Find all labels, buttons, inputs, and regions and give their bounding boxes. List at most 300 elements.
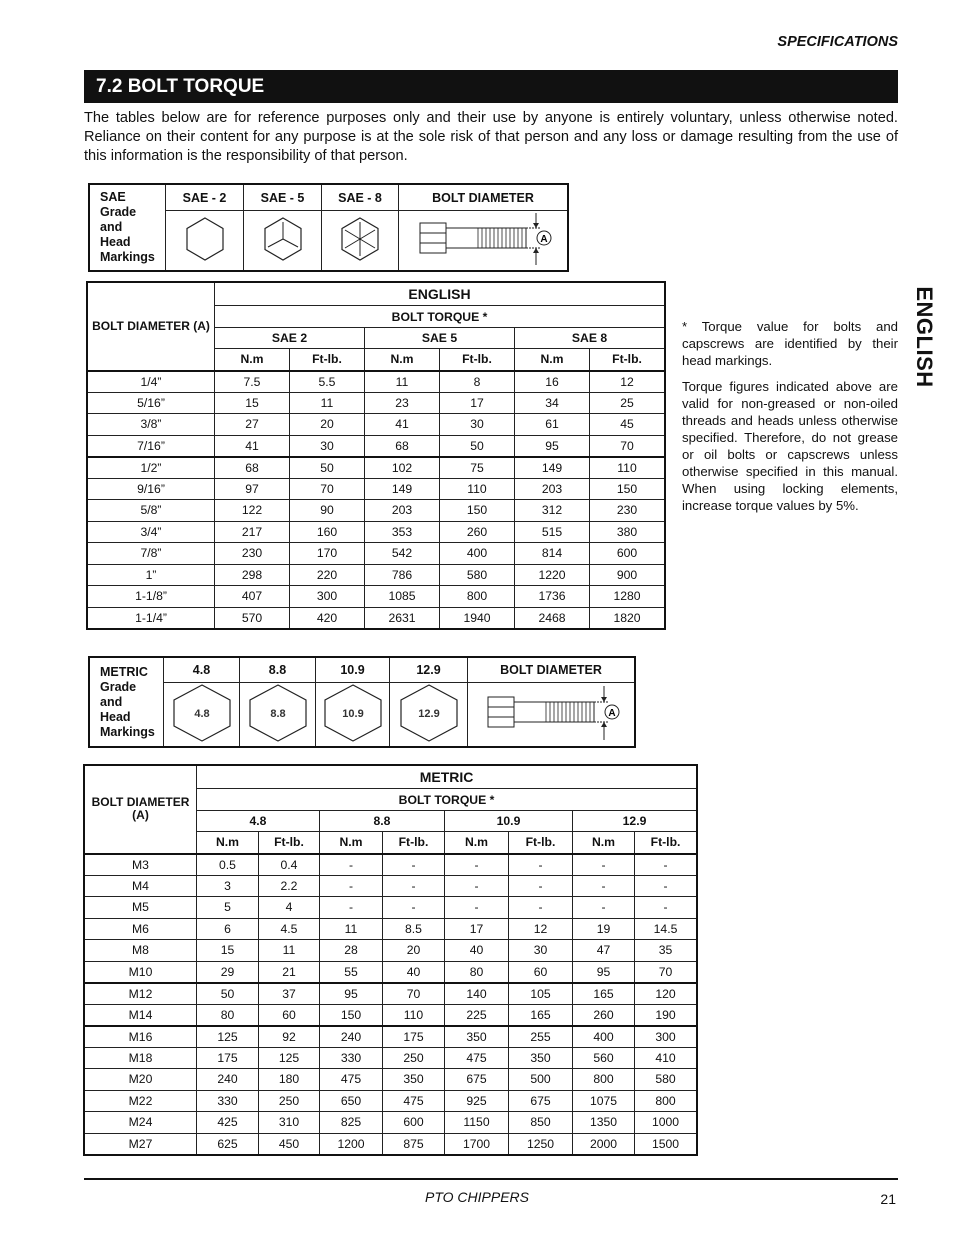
torque-value-cell: 8.5 <box>383 918 445 940</box>
torque-value-cell: 203 <box>365 500 440 522</box>
table-row <box>88 435 665 457</box>
metric-torque-table <box>84 765 697 1155</box>
torque-value-cell: 75 <box>440 457 515 479</box>
language-side-tab <box>906 282 942 392</box>
table-row <box>88 521 665 543</box>
torque-value-cell: - <box>509 854 573 876</box>
english-section-header: ENGLISH <box>215 283 665 306</box>
torque-value-cell: 350 <box>509 1047 573 1069</box>
unit-header: N.m <box>320 832 383 854</box>
torque-value-cell: - <box>509 875 573 897</box>
torque-value-cell: 380 <box>590 521 665 543</box>
torque-value-cell: 825 <box>320 1112 383 1134</box>
bolt-size-cell: 3/4” <box>88 521 215 543</box>
unit-header: N.m <box>573 832 635 854</box>
bolt-size-cell: M12 <box>85 983 197 1005</box>
metric-10-9-head-icon <box>316 683 390 747</box>
label-line: and <box>100 694 123 709</box>
grade-header: 8.8 <box>320 811 445 832</box>
bolt-size-cell: 7/8” <box>88 543 215 565</box>
grade-header: 10.9 <box>316 658 390 683</box>
torque-value-cell: 150 <box>440 500 515 522</box>
bolt-size-cell: M18 <box>85 1047 197 1069</box>
table-row <box>88 607 665 629</box>
torque-value-cell: 11 <box>320 918 383 940</box>
torque-value-cell: 203 <box>515 478 590 500</box>
torque-value-cell: 4 <box>259 897 320 919</box>
section-header: SPECIFICATIONS <box>777 34 898 50</box>
torque-value-cell: 1700 <box>445 1133 509 1155</box>
torque-value-cell: - <box>573 854 635 876</box>
torque-value-cell: 800 <box>573 1069 635 1091</box>
torque-value-cell: 2000 <box>573 1133 635 1155</box>
torque-value-cell: 260 <box>573 1004 635 1026</box>
unit-header: N.m <box>197 832 259 854</box>
torque-value-cell: 298 <box>215 564 290 586</box>
torque-value-cell: 61 <box>515 414 590 436</box>
torque-value-cell: 60 <box>509 961 573 983</box>
unit-header: Ft-lb. <box>635 832 697 854</box>
torque-value-cell: 850 <box>509 1112 573 1134</box>
table-row <box>88 457 665 479</box>
grade-header: SAE 8 <box>515 328 665 349</box>
section-title: 7.2 BOLT TORQUE <box>84 70 898 103</box>
torque-value-cell: 800 <box>635 1090 697 1112</box>
torque-value-cell: 1940 <box>440 607 515 629</box>
torque-value-cell: - <box>445 875 509 897</box>
bolt-diameter-header: BOLT DIAMETER <box>399 185 568 211</box>
torque-value-cell: - <box>320 875 383 897</box>
torque-value-cell: - <box>573 875 635 897</box>
grade-header: 4.8 <box>164 658 240 683</box>
grade-marking-text: 10.9 <box>341 708 364 720</box>
torque-value-cell: 515 <box>515 521 590 543</box>
torque-value-cell: 95 <box>515 435 590 457</box>
table-row <box>85 1047 697 1069</box>
torque-value-cell: 240 <box>197 1069 259 1091</box>
torque-value-cell: 70 <box>635 961 697 983</box>
torque-value-cell: - <box>383 854 445 876</box>
torque-value-cell: 625 <box>197 1133 259 1155</box>
torque-value-cell: 21 <box>259 961 320 983</box>
torque-value-cell: 925 <box>445 1090 509 1112</box>
torque-value-cell: 500 <box>509 1069 573 1091</box>
torque-value-cell: 1075 <box>573 1090 635 1112</box>
torque-value-cell: 149 <box>515 457 590 479</box>
torque-value-cell: 0.5 <box>197 854 259 876</box>
torque-value-cell: 160 <box>290 521 365 543</box>
torque-value-cell: 350 <box>383 1069 445 1091</box>
torque-value-cell: 190 <box>635 1004 697 1026</box>
torque-value-cell: - <box>445 854 509 876</box>
torque-value-cell: 170 <box>290 543 365 565</box>
torque-value-cell: 150 <box>590 478 665 500</box>
metric-12-9-head-icon <box>390 683 468 747</box>
bolt-size-cell: 1-1/4” <box>88 607 215 629</box>
torque-value-cell: 17 <box>445 918 509 940</box>
table-row <box>88 371 665 393</box>
torque-value-cell: - <box>635 897 697 919</box>
torque-value-cell: 220 <box>290 564 365 586</box>
bolt-diameter-header: BOLT DIAMETER <box>468 658 635 683</box>
side-tab-label: ENGLISH <box>912 286 937 388</box>
torque-value-cell: 17 <box>440 392 515 414</box>
bolt-size-cell: M3 <box>85 854 197 876</box>
table-row <box>85 1112 697 1134</box>
torque-value-cell: 30 <box>290 435 365 457</box>
bolt-size-cell: M4 <box>85 875 197 897</box>
grade-header: 12.9 <box>390 658 468 683</box>
torque-value-cell: 140 <box>445 983 509 1005</box>
callout-a: A <box>540 234 548 245</box>
torque-value-cell: 786 <box>365 564 440 586</box>
table-row <box>88 500 665 522</box>
torque-value-cell: 400 <box>440 543 515 565</box>
sae-2-head-icon <box>166 211 244 271</box>
table-row <box>88 564 665 586</box>
bolt-size-cell: M24 <box>85 1112 197 1134</box>
bolt-diameter-header: BOLT DIAMETER (A) <box>88 283 215 371</box>
torque-value-cell: 125 <box>259 1047 320 1069</box>
torque-value-cell: 11 <box>290 392 365 414</box>
grade-header: 8.8 <box>240 658 316 683</box>
bolt-size-cell: 3/8” <box>88 414 215 436</box>
table-row <box>85 1026 697 1048</box>
bolt-diameter-diagram <box>399 211 568 271</box>
torque-value-cell: 19 <box>573 918 635 940</box>
note-paragraph: * Torque value for bolts and capscrews are identified by their head markings. <box>682 319 898 368</box>
grade-header: 10.9 <box>445 811 573 832</box>
torque-value-cell: 330 <box>197 1090 259 1112</box>
table-row <box>85 1090 697 1112</box>
torque-value-cell: 50 <box>440 435 515 457</box>
label-line: METRIC <box>100 664 148 679</box>
torque-value-cell: - <box>635 875 697 897</box>
table-row <box>88 586 665 608</box>
grade-header: SAE 2 <box>215 328 365 349</box>
torque-value-cell: 1736 <box>515 586 590 608</box>
torque-value-cell: 97 <box>215 478 290 500</box>
bolt-size-cell: M20 <box>85 1069 197 1091</box>
torque-value-cell: 41 <box>365 414 440 436</box>
table-row <box>85 940 697 962</box>
grade-marking-text: 12.9 <box>417 708 440 720</box>
torque-value-cell: 165 <box>509 1004 573 1026</box>
torque-value-cell: 7.5 <box>215 371 290 393</box>
torque-value-cell: 875 <box>383 1133 445 1155</box>
torque-value-cell: 230 <box>590 500 665 522</box>
torque-value-cell: 80 <box>445 961 509 983</box>
torque-value-cell: 1000 <box>635 1112 697 1134</box>
torque-value-cell: 675 <box>509 1090 573 1112</box>
metric-4-8-head-icon <box>164 683 240 747</box>
metric-markings-label <box>90 658 164 747</box>
torque-value-cell: 40 <box>383 961 445 983</box>
torque-value-cell: 2468 <box>515 607 590 629</box>
label-line: Grade <box>100 205 137 219</box>
torque-value-cell: 110 <box>440 478 515 500</box>
table-row <box>85 918 697 940</box>
torque-value-cell: 68 <box>215 457 290 479</box>
torque-value-cell: - <box>445 897 509 919</box>
bolt-size-cell: 7/16” <box>88 435 215 457</box>
torque-value-cell: 410 <box>635 1047 697 1069</box>
table-row <box>88 392 665 414</box>
table-row <box>85 1004 697 1026</box>
bolt-size-cell: 1/4” <box>88 371 215 393</box>
torque-value-cell: 542 <box>365 543 440 565</box>
torque-value-cell: 353 <box>365 521 440 543</box>
torque-value-cell: 95 <box>573 961 635 983</box>
torque-value-cell: 47 <box>573 940 635 962</box>
torque-value-cell: 110 <box>383 1004 445 1026</box>
torque-value-cell: 23 <box>365 392 440 414</box>
table-row <box>85 1133 697 1155</box>
torque-value-cell: 230 <box>215 543 290 565</box>
unit-header: Ft-lb. <box>590 349 665 371</box>
torque-value-cell: 300 <box>635 1026 697 1048</box>
bolt-size-cell: 1-1/8” <box>88 586 215 608</box>
page-number: 21 <box>880 1191 896 1207</box>
footer-rule <box>84 1178 898 1180</box>
torque-value-cell: 450 <box>259 1133 320 1155</box>
torque-value-cell: 1085 <box>365 586 440 608</box>
torque-value-cell: 175 <box>197 1047 259 1069</box>
english-torque-table <box>87 282 665 629</box>
torque-value-cell: 30 <box>509 940 573 962</box>
torque-value-cell: 475 <box>445 1047 509 1069</box>
bolt-size-cell: M22 <box>85 1090 197 1112</box>
bolt-size-cell: M16 <box>85 1026 197 1048</box>
torque-value-cell: 165 <box>573 983 635 1005</box>
bolt-size-cell: 1/2” <box>88 457 215 479</box>
table-row <box>85 875 697 897</box>
grade-header: SAE 5 <box>365 328 515 349</box>
torque-value-cell: 12 <box>590 371 665 393</box>
torque-value-cell: 475 <box>320 1069 383 1091</box>
sae-8-head-icon <box>322 211 399 271</box>
torque-value-cell: 180 <box>259 1069 320 1091</box>
torque-value-cell: 37 <box>259 983 320 1005</box>
bolt-size-cell: 1” <box>88 564 215 586</box>
torque-value-cell: 50 <box>197 983 259 1005</box>
bolt-size-cell: M27 <box>85 1133 197 1155</box>
torque-value-cell: 175 <box>383 1026 445 1048</box>
torque-value-cell: - <box>383 875 445 897</box>
torque-value-cell: 300 <box>290 586 365 608</box>
torque-value-cell: 600 <box>383 1112 445 1134</box>
torque-value-cell: 255 <box>509 1026 573 1048</box>
torque-value-cell: 25 <box>590 392 665 414</box>
torque-value-cell: 330 <box>320 1047 383 1069</box>
bolt-diameter-diagram <box>468 683 635 747</box>
bolt-size-cell: 5/16” <box>88 392 215 414</box>
label-line: SAE <box>100 190 126 204</box>
torque-notes <box>682 318 898 523</box>
torque-value-cell: 3 <box>197 875 259 897</box>
table-row <box>85 897 697 919</box>
torque-value-cell: 310 <box>259 1112 320 1134</box>
torque-value-cell: 240 <box>320 1026 383 1048</box>
torque-value-cell: 70 <box>290 478 365 500</box>
torque-value-cell: 1500 <box>635 1133 697 1155</box>
torque-value-cell: 27 <box>215 414 290 436</box>
torque-value-cell: 125 <box>197 1026 259 1048</box>
torque-value-cell: 800 <box>440 586 515 608</box>
torque-value-cell: 16 <box>515 371 590 393</box>
torque-value-cell: - <box>635 854 697 876</box>
label-line: and <box>100 220 123 234</box>
torque-value-cell: 92 <box>259 1026 320 1048</box>
torque-value-cell: 5.5 <box>290 371 365 393</box>
torque-value-cell: 1220 <box>515 564 590 586</box>
grade-header: 4.8 <box>197 811 320 832</box>
torque-value-cell: 80 <box>197 1004 259 1026</box>
table-row <box>85 1069 697 1091</box>
unit-header: Ft-lb. <box>259 832 320 854</box>
torque-value-cell: 34 <box>515 392 590 414</box>
torque-value-cell: 250 <box>259 1090 320 1112</box>
label-line: Head <box>100 709 131 724</box>
table-row <box>88 414 665 436</box>
unit-header: Ft-lb. <box>509 832 573 854</box>
bolt-diameter-header: BOLT DIAMETER (A) <box>85 766 197 854</box>
torque-value-cell: 250 <box>383 1047 445 1069</box>
torque-value-cell: 120 <box>635 983 697 1005</box>
torque-value-cell: 560 <box>573 1047 635 1069</box>
torque-value-cell: 1150 <box>445 1112 509 1134</box>
sae-markings-label <box>90 185 166 271</box>
torque-value-cell: 29 <box>197 961 259 983</box>
metric-markings-table <box>89 657 635 747</box>
torque-value-cell: 70 <box>590 435 665 457</box>
torque-value-cell: 50 <box>290 457 365 479</box>
torque-value-cell: 11 <box>365 371 440 393</box>
torque-value-cell: 30 <box>440 414 515 436</box>
bolt-size-cell: M10 <box>85 961 197 983</box>
unit-header: N.m <box>365 349 440 371</box>
torque-value-cell: 5 <box>197 897 259 919</box>
torque-value-cell: - <box>383 897 445 919</box>
torque-value-cell: 45 <box>590 414 665 436</box>
table-row <box>88 478 665 500</box>
torque-value-cell: 225 <box>445 1004 509 1026</box>
torque-value-cell: 102 <box>365 457 440 479</box>
torque-value-cell: 20 <box>383 940 445 962</box>
torque-value-cell: 40 <box>445 940 509 962</box>
torque-value-cell: 15 <box>197 940 259 962</box>
torque-value-cell: 0.4 <box>259 854 320 876</box>
torque-value-cell: 150 <box>320 1004 383 1026</box>
torque-value-cell: 217 <box>215 521 290 543</box>
torque-value-cell: - <box>573 897 635 919</box>
sae-5-head-icon <box>244 211 322 271</box>
torque-value-cell: 60 <box>259 1004 320 1026</box>
grade-header: SAE - 8 <box>322 185 399 211</box>
note-paragraph: Torque figures indicated above are valid for non-greased or non-oiled threads and heads unless otherwise specified. Therefore, do not grease or oil bolts or capscrews unless otherwise specified in this manual. When using locking elements, increase torque values by 5%. <box>682 379 898 513</box>
unit-header: N.m <box>445 832 509 854</box>
grade-header: SAE - 2 <box>166 185 244 211</box>
callout-a: A <box>608 708 616 719</box>
torque-value-cell: 580 <box>440 564 515 586</box>
torque-value-cell: 312 <box>515 500 590 522</box>
table-row <box>85 961 697 983</box>
grade-marking-text: 8.8 <box>269 708 286 720</box>
torque-value-cell: 260 <box>440 521 515 543</box>
unit-header: N.m <box>515 349 590 371</box>
torque-value-cell: 1200 <box>320 1133 383 1155</box>
grade-header: SAE - 5 <box>244 185 322 211</box>
bolt-size-cell: M14 <box>85 1004 197 1026</box>
label-line: Markings <box>100 724 155 739</box>
torque-value-cell: 475 <box>383 1090 445 1112</box>
torque-value-cell: 41 <box>215 435 290 457</box>
grade-header: 12.9 <box>573 811 697 832</box>
torque-value-cell: 650 <box>320 1090 383 1112</box>
torque-value-cell: 14.5 <box>635 918 697 940</box>
torque-value-cell: 350 <box>445 1026 509 1048</box>
torque-value-cell: 90 <box>290 500 365 522</box>
torque-value-cell: 2.2 <box>259 875 320 897</box>
label-line: Markings <box>100 250 155 264</box>
bolt-size-cell: 9/16” <box>88 478 215 500</box>
torque-value-cell: 580 <box>635 1069 697 1091</box>
torque-value-cell: 149 <box>365 478 440 500</box>
torque-value-cell: 28 <box>320 940 383 962</box>
torque-value-cell: 105 <box>509 983 573 1005</box>
torque-value-cell: 11 <box>259 940 320 962</box>
torque-value-cell: 12 <box>509 918 573 940</box>
torque-value-cell: 20 <box>290 414 365 436</box>
torque-value-cell: 8 <box>440 371 515 393</box>
torque-value-cell: 70 <box>383 983 445 1005</box>
table-row <box>85 983 697 1005</box>
torque-value-cell: 55 <box>320 961 383 983</box>
torque-value-cell: 407 <box>215 586 290 608</box>
bolt-size-cell: M5 <box>85 897 197 919</box>
label-line: Head <box>100 235 131 249</box>
table-row <box>88 543 665 565</box>
unit-header: N.m <box>215 349 290 371</box>
torque-value-cell: 900 <box>590 564 665 586</box>
torque-value-cell: 1820 <box>590 607 665 629</box>
torque-value-cell: 400 <box>573 1026 635 1048</box>
unit-header: Ft-lb. <box>290 349 365 371</box>
intro-paragraph: The tables below are for reference purposes only and their use by anyone is entirely voluntary, unless otherwise noted. Reliance on their content for any purpose is at the sole risk of that person and any loss or damage resulting from the use of this information is the responsibility of that person. <box>84 110 898 164</box>
label-line: Grade <box>100 679 137 694</box>
metric-section-header: METRIC <box>197 766 697 789</box>
torque-value-cell: 600 <box>590 543 665 565</box>
grade-marking-text: 4.8 <box>193 708 210 720</box>
torque-value-cell: 68 <box>365 435 440 457</box>
torque-value-cell: - <box>320 897 383 919</box>
torque-value-cell: 110 <box>590 457 665 479</box>
bolt-torque-header: BOLT TORQUE * <box>215 306 665 328</box>
torque-value-cell: - <box>320 854 383 876</box>
bolt-size-cell: 5/8” <box>88 500 215 522</box>
unit-header: Ft-lb. <box>383 832 445 854</box>
torque-value-cell: 1250 <box>509 1133 573 1155</box>
torque-value-cell: 1350 <box>573 1112 635 1134</box>
bolt-torque-header: BOLT TORQUE * <box>197 789 697 811</box>
torque-value-cell: - <box>509 897 573 919</box>
sae-markings-table <box>89 184 568 271</box>
torque-value-cell: 675 <box>445 1069 509 1091</box>
torque-value-cell: 4.5 <box>259 918 320 940</box>
footer-title: PTO CHIPPERS <box>425 1189 529 1205</box>
bolt-size-cell: M6 <box>85 918 197 940</box>
torque-value-cell: 122 <box>215 500 290 522</box>
